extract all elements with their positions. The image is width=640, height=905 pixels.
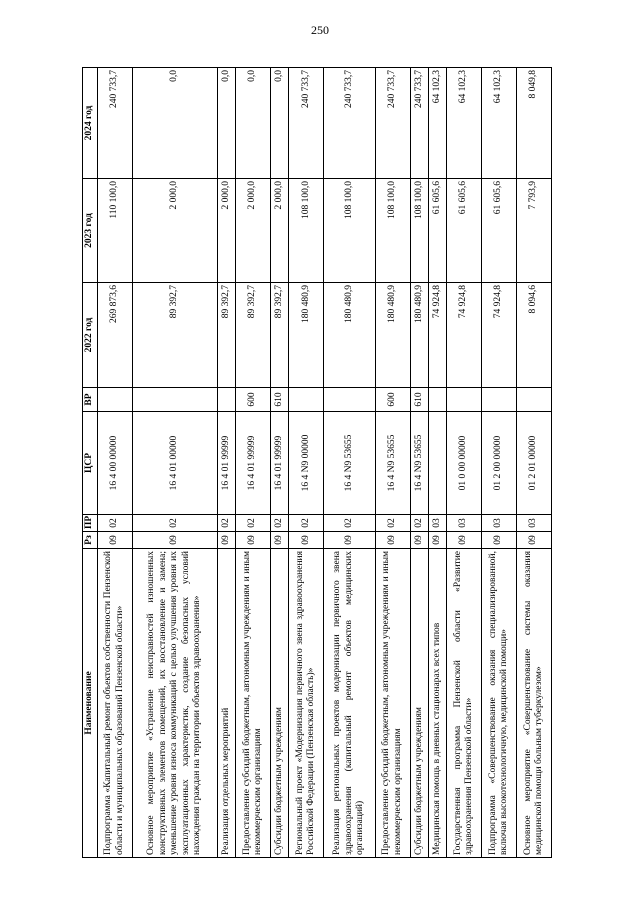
- cell-name: Региональный проект «Модернизация первичного звена здравоохранения Российской Федерации (Пензенская область)»: [289, 549, 324, 858]
- cell-vr: 610: [410, 388, 428, 412]
- cell-2022: 269 873,6: [98, 283, 133, 388]
- cell-csr: 16 4 01 00000: [132, 412, 217, 515]
- cell-csr: 01 2 00 00000: [482, 412, 517, 515]
- header-rz: Рз: [83, 532, 98, 549]
- cell-vr: [324, 388, 376, 412]
- cell-csr: 16 4 N9 53655: [410, 412, 428, 515]
- cell-pr: 02: [236, 515, 271, 532]
- cell-name: Предоставление субсидий бюджетным, автономным учреждениям и иным некоммерческим организациям: [236, 549, 271, 858]
- cell-name: Основное мероприятие «Совершенствование системы оказания медицинской помощи больным туберкулезом»: [517, 549, 552, 858]
- table-row: [218, 68, 236, 858]
- cell-name: Подпрограмма «Совершенствование оказания специализированной, включая высокотехнологичную, медицинской помощи»: [482, 549, 517, 858]
- cell-rz: 09: [132, 532, 217, 549]
- cell-2023: 108 100,0: [289, 179, 324, 283]
- cell-rz: 09: [236, 532, 271, 549]
- cell-2024: 0,0: [271, 68, 289, 179]
- cell-rz: 09: [447, 532, 482, 549]
- cell-vr: [447, 388, 482, 412]
- cell-pr: 02: [410, 515, 428, 532]
- cell-rz: 09: [517, 532, 552, 549]
- cell-rz: 09: [271, 532, 289, 549]
- table-row: [324, 68, 376, 858]
- cell-2022: 89 392,7: [236, 283, 271, 388]
- cell-2024: 8 049,8: [517, 68, 552, 179]
- table-row: [271, 68, 289, 858]
- cell-vr: [218, 388, 236, 412]
- cell-2022: 180 480,9: [289, 283, 324, 388]
- cell-2023: 2 000,0: [132, 179, 217, 283]
- header-2024: 2024 год: [83, 68, 98, 179]
- cell-vr: [517, 388, 552, 412]
- header-2022: 2022 год: [83, 283, 98, 388]
- cell-name: Медицинская помощь в дневных стационарах всех типов: [429, 549, 447, 858]
- cell-csr: 16 4 00 00000: [98, 412, 133, 515]
- cell-name: Субсидии бюджетным учреждениям: [271, 549, 289, 858]
- cell-2023: 108 100,0: [375, 179, 410, 283]
- table-row: [289, 68, 324, 858]
- cell-csr: 01 0 00 00000: [447, 412, 482, 515]
- cell-rz: 09: [375, 532, 410, 549]
- header-csr: ЦСР: [83, 412, 98, 515]
- cell-csr: 16 4 01 99999: [218, 412, 236, 515]
- table-row: [98, 68, 133, 858]
- cell-2022: 89 392,7: [271, 283, 289, 388]
- cell-2023: 61 605,6: [429, 179, 447, 283]
- budget-table-container: [82, 68, 552, 858]
- header-vr: ВР: [83, 388, 98, 412]
- cell-pr: 03: [447, 515, 482, 532]
- table-row: [132, 68, 217, 858]
- cell-2022: 180 480,9: [375, 283, 410, 388]
- cell-pr: 03: [482, 515, 517, 532]
- table-row: [429, 68, 447, 858]
- cell-name: Реализация отдельных мероприятий: [218, 549, 236, 858]
- cell-2022: 74 924,8: [482, 283, 517, 388]
- cell-pr: 03: [517, 515, 552, 532]
- cell-pr: 02: [132, 515, 217, 532]
- cell-2024: 64 102,3: [447, 68, 482, 179]
- cell-rz: 09: [429, 532, 447, 549]
- cell-2024: 240 733,7: [289, 68, 324, 179]
- cell-pr: 02: [324, 515, 376, 532]
- cell-2022: 180 480,9: [410, 283, 428, 388]
- cell-csr: 16 4 N9 00000: [289, 412, 324, 515]
- cell-vr: 600: [375, 388, 410, 412]
- cell-2023: 108 100,0: [410, 179, 428, 283]
- table-row: [517, 68, 552, 858]
- header-name: Наименование: [83, 549, 98, 858]
- cell-2024: 0,0: [236, 68, 271, 179]
- page-number: 250: [311, 23, 329, 37]
- table-row: [375, 68, 410, 858]
- cell-rz: 09: [482, 532, 517, 549]
- cell-pr: 02: [289, 515, 324, 532]
- cell-pr: 02: [218, 515, 236, 532]
- cell-2023: 108 100,0: [324, 179, 376, 283]
- cell-2024: 64 102,3: [482, 68, 517, 179]
- cell-rz: 09: [218, 532, 236, 549]
- cell-2024: 0,0: [218, 68, 236, 179]
- cell-vr: 610: [271, 388, 289, 412]
- cell-csr: [429, 412, 447, 515]
- cell-2024: 0,0: [132, 68, 217, 179]
- cell-name: Реализация региональных проектов модернизации первичного звена здравоохранения (капитальный ремонт объектов медицинских организаций): [324, 549, 376, 858]
- table-row: [236, 68, 271, 858]
- cell-2022: 89 392,7: [218, 283, 236, 388]
- cell-2023: 2 000,0: [236, 179, 271, 283]
- cell-vr: [482, 388, 517, 412]
- header-pr: ПР: [83, 515, 98, 532]
- table-row: [410, 68, 428, 858]
- cell-2024: 240 733,7: [410, 68, 428, 179]
- cell-csr: 16 4 01 99999: [271, 412, 289, 515]
- cell-vr: [98, 388, 133, 412]
- cell-2023: 2 000,0: [271, 179, 289, 283]
- table-row: [447, 68, 482, 858]
- cell-name: Предоставление субсидий бюджетным, автономным учреждениям и иным некоммерческим организациям: [375, 549, 410, 858]
- cell-pr: 02: [375, 515, 410, 532]
- cell-2024: 240 733,7: [324, 68, 376, 179]
- cell-vr: [132, 388, 217, 412]
- cell-csr: 16 4 N9 53655: [375, 412, 410, 515]
- cell-pr: 03: [429, 515, 447, 532]
- cell-vr: [289, 388, 324, 412]
- cell-2022: 74 924,8: [429, 283, 447, 388]
- cell-2023: 2 000,0: [218, 179, 236, 283]
- cell-2022: 74 924,8: [447, 283, 482, 388]
- table-header-row: [83, 68, 98, 858]
- cell-csr: 01 2 01 00000: [517, 412, 552, 515]
- cell-pr: 02: [98, 515, 133, 532]
- cell-vr: 600: [236, 388, 271, 412]
- cell-name: Основное мероприятие «Устранение неисправностей изношенных конструктивных элементов помещений, их восстановление и замена; уменьшение уровня износа коммуникаций с целью улучшения уровня их эксплуатационных характеристик, создание безопасных условий нахождения граждан на территории объектов здравоохранения»: [132, 549, 217, 858]
- cell-name: Подпрограмма «Капитальный ремонт объектов собственности Пензенской области и муниципальных образований Пензенской области»: [98, 549, 133, 858]
- cell-2022: 89 392,7: [132, 283, 217, 388]
- cell-2024: 240 733,7: [375, 68, 410, 179]
- cell-name: Государственная программа Пензенской области «Развитие здравоохранения Пензенской области»: [447, 549, 482, 858]
- cell-vr: [429, 388, 447, 412]
- cell-csr: 16 4 01 99999: [236, 412, 271, 515]
- table-row: [482, 68, 517, 858]
- cell-2023: 110 100,0: [98, 179, 133, 283]
- cell-2023: 7 793,9: [517, 179, 552, 283]
- cell-2023: 61 605,6: [447, 179, 482, 283]
- cell-2024: 240 733,7: [98, 68, 133, 179]
- cell-name: Субсидии бюджетным учреждениям: [410, 549, 428, 858]
- cell-rz: 09: [98, 532, 133, 549]
- header-2023: 2023 год: [83, 179, 98, 283]
- cell-2023: 61 605,6: [482, 179, 517, 283]
- cell-2022: 180 480,9: [324, 283, 376, 388]
- budget-table: [82, 67, 552, 858]
- cell-rz: 09: [324, 532, 376, 549]
- table-body: [98, 68, 552, 858]
- cell-2024: 64 102,3: [429, 68, 447, 179]
- cell-csr: 16 4 N9 53655: [324, 412, 376, 515]
- cell-2022: 8 094,6: [517, 283, 552, 388]
- cell-pr: 02: [271, 515, 289, 532]
- cell-rz: 09: [410, 532, 428, 549]
- cell-rz: 09: [289, 532, 324, 549]
